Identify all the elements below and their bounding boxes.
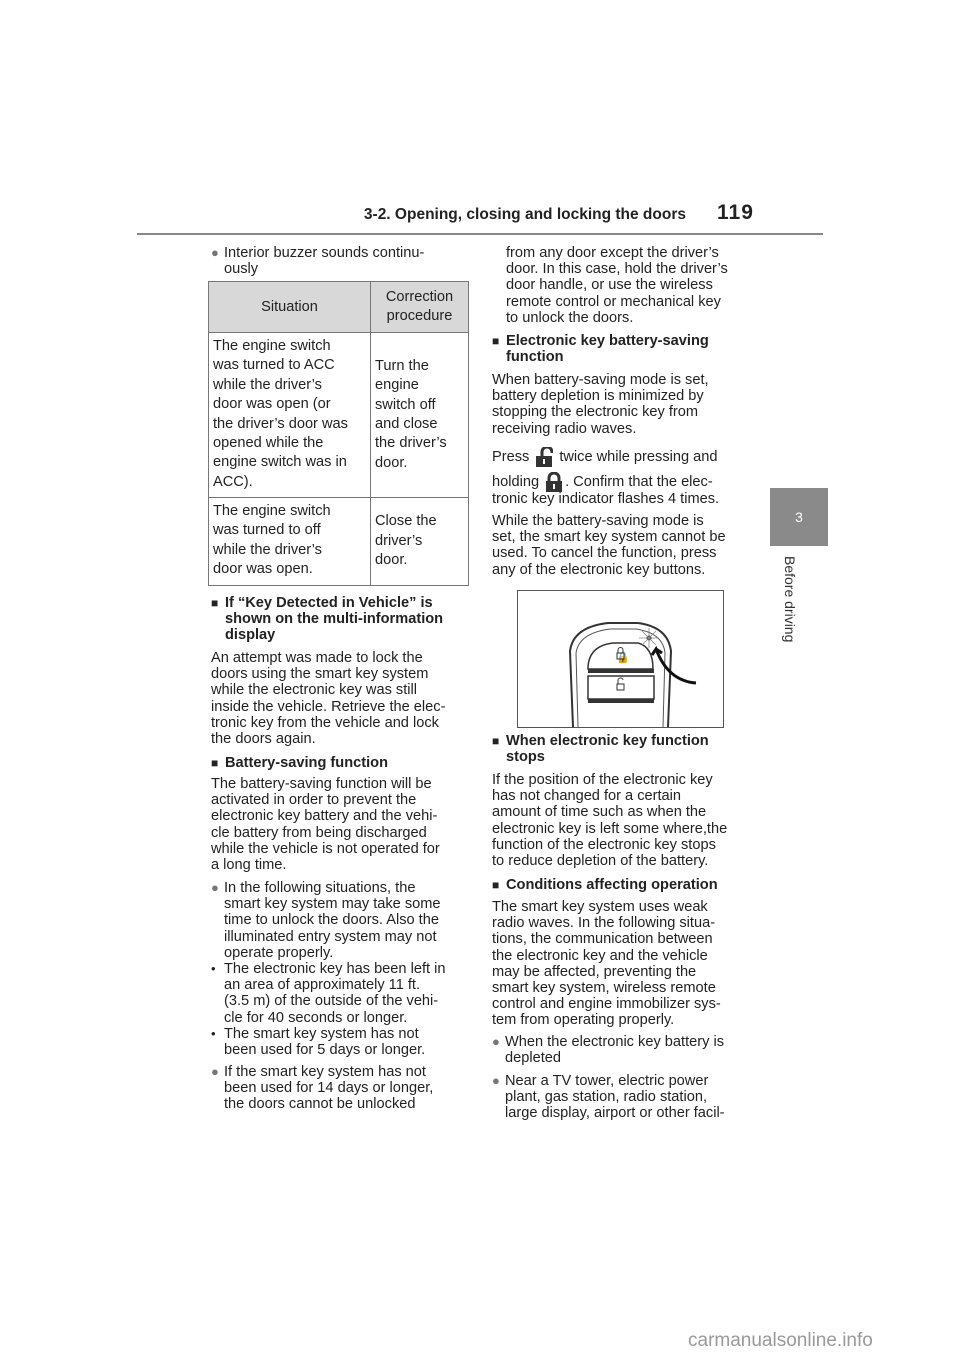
bullet-text: Near a TV tower, electric power plant, gas station, radio station, large display, airport or other facil-	[505, 1073, 725, 1122]
section-heading: ■ When electronic key function stops	[492, 733, 768, 765]
electronic-key-drawing	[518, 591, 723, 727]
header-rule	[137, 233, 823, 235]
dash-icon: •	[211, 1026, 216, 1041]
table-header-row	[209, 282, 469, 333]
bullet-text: Interior buzzer sounds continu- ously	[224, 245, 425, 278]
paragraph: An attempt was made to lock the doors using the smart key system while the electronic key was still inside the vehicle. Retrieve the elec- tronic key from the vehicle and lock the doors again.	[211, 650, 446, 748]
press-text: Press	[492, 449, 530, 465]
lock-icon	[545, 472, 563, 492]
chapter-side-label	[770, 556, 810, 666]
table-cell: Turn the engine switch off and close the driver’s door.	[371, 333, 469, 498]
svg-text:🔒: 🔒	[616, 651, 630, 664]
dash-icon: •	[211, 961, 216, 976]
dash-item	[211, 1026, 486, 1058]
paragraph: The smart key system uses weak radio waves. In the following situa- tions, the communication between the electronic key and the vehicle may be affected, preventing the smart key system, wireless remote control and engine immobilizer sys- tem from operating properly.	[492, 899, 721, 1029]
paragraph: tronic key indicator flashes 4 times.	[492, 491, 720, 507]
paragraph: When battery-saving mode is set, battery depletion is minimized by stopping the electronic key from receiving radio waves.	[492, 372, 709, 437]
bullet-icon: ●	[492, 1073, 500, 1088]
bullet-icon: ●	[211, 1064, 219, 1079]
bullet-text: When the electronic key battery is depleted	[505, 1034, 725, 1067]
table-header: Correction procedure	[371, 282, 469, 333]
bullet-text: If the smart key system has not been used for 14 days or longer, the doors cannot be unlocked	[224, 1064, 434, 1113]
hold-text: holding	[492, 474, 540, 490]
dash-text: The electronic key has been left in an area of approximately 11 ft. (3.5 m) of the outside of the vehi- cle for 40 seconds or longer.	[224, 961, 446, 1026]
bullet-item	[492, 1034, 767, 1066]
press-instruction	[492, 447, 762, 467]
electronic-key-illustration	[517, 590, 724, 728]
bullet-item	[211, 245, 484, 277]
bullet-icon: ●	[211, 245, 219, 260]
bullet-icon: ●	[211, 880, 219, 895]
paragraph: from any door except the driver’s door. In this case, hold the driver’s door handle, or use the wireless remote control or mechanical key to unlock the doors.	[506, 245, 728, 326]
page-number: 119	[717, 201, 754, 224]
chapter-tab	[770, 488, 828, 546]
paragraph: If the position of the electronic key has not changed for a certain amount of time such as when the electronic key is left some where,the function of the electronic key stops to reduce depletion of the battery.	[492, 772, 728, 870]
table-row	[209, 333, 469, 498]
bullet-text: In the following situations, the smart key system may take some time to unlock the doors. Also the illuminated entry system may not operate properly.	[224, 880, 441, 961]
section-heading: ■ Battery-saving function	[211, 755, 487, 771]
bullet-item	[211, 880, 486, 961]
table-header: Situation	[209, 282, 371, 333]
table-cell: The engine switch was turned to ACC while the driver’s door was open (or the driver’s door was opened while the engine switch was in ACC).	[209, 333, 371, 498]
section-heading: ■ Conditions affecting operation	[492, 877, 768, 893]
paragraph: While the battery-saving mode is set, the smart key system cannot be used. To cancel the function, press any of the electronic key buttons.	[492, 513, 726, 578]
chapter-number: 3	[795, 509, 803, 525]
section-title: 3-2. Opening, closing and locking the doors	[363, 206, 686, 223]
press-text: twice while pressing and	[559, 449, 718, 465]
table-row	[209, 498, 469, 586]
dash-text: The smart key system has not been used for 5 days or longer.	[224, 1026, 426, 1059]
correction-table	[208, 281, 469, 586]
bullet-item	[492, 1073, 767, 1122]
paragraph: The battery-saving function will be activated in order to prevent the electronic key battery and the vehi- cle battery from being discharged while the vehicle is not operated for a long time.	[211, 776, 440, 874]
bullet-icon: ●	[492, 1034, 500, 1049]
table-cell: Close the driver’s door.	[371, 498, 469, 586]
dash-item	[211, 961, 486, 1026]
hold-text: . Confirm that the elec-	[565, 474, 713, 490]
hold-instruction	[492, 472, 762, 492]
section-heading: ■ If “Key Detected in Vehicle” is shown on the multi-information display	[211, 595, 487, 644]
bullet-item	[211, 1064, 486, 1113]
section-heading: ■ Electronic key battery-saving function	[492, 333, 768, 365]
unlock-icon	[535, 447, 553, 467]
chapter-title: Before driving	[782, 556, 798, 643]
table-cell: The engine switch was turned to off while the driver’s door was open.	[209, 498, 371, 586]
watermark: carmanualsonline.info	[688, 1330, 873, 1351]
